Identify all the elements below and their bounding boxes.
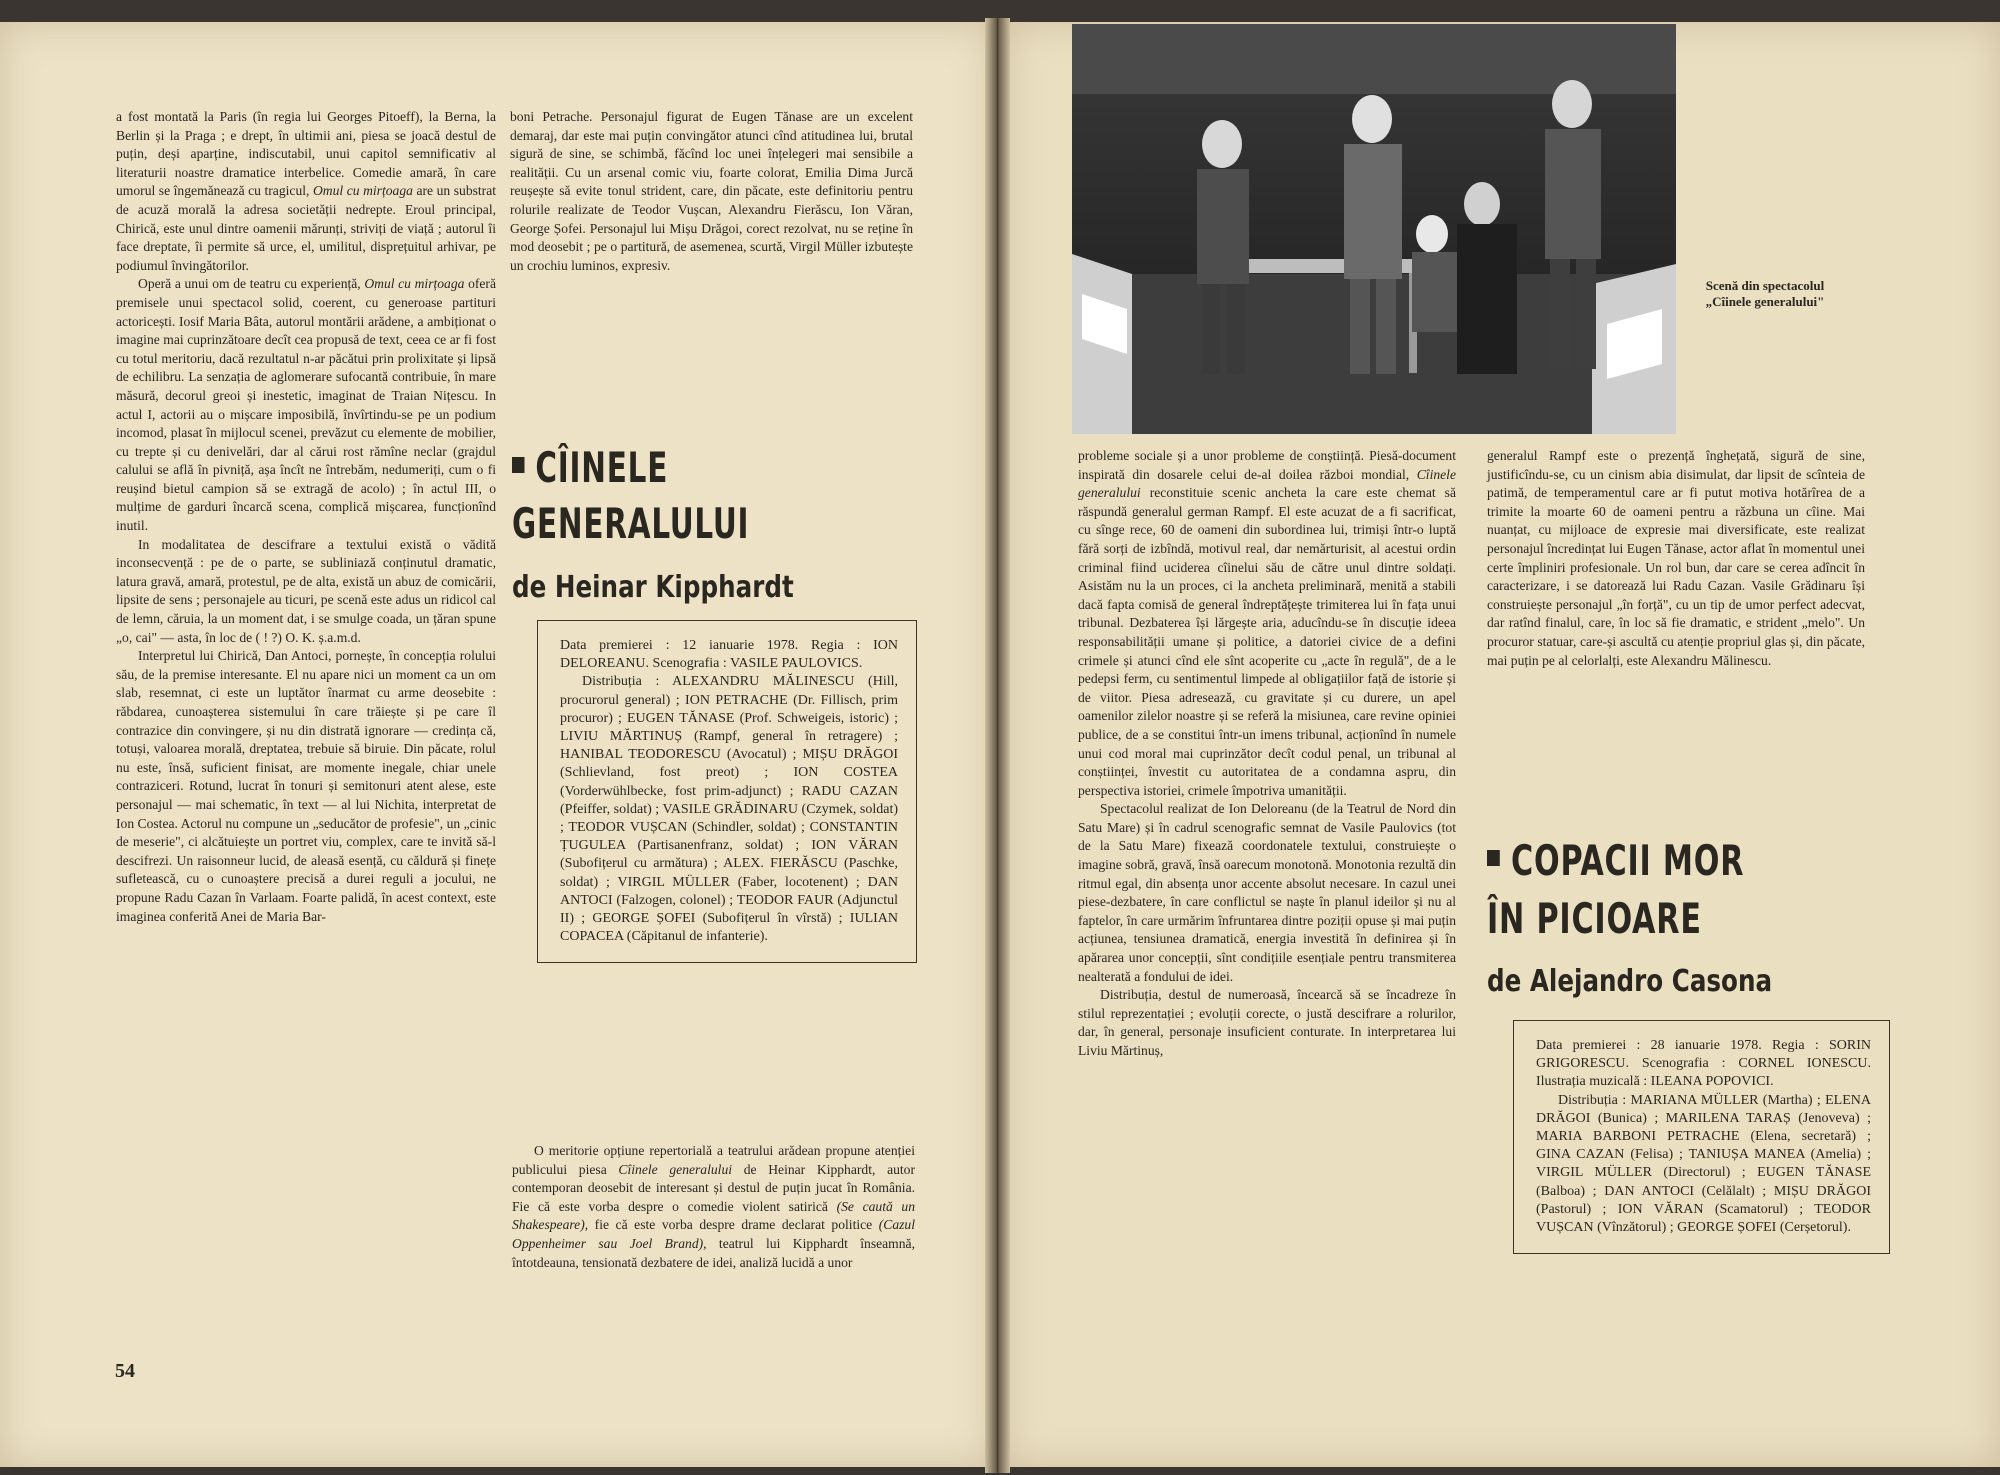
cast-box-1: [537, 620, 917, 963]
paragraph: generalul Rampf este o prezență înghețată, sigură de sine, justificîndu-se, cu un cinism abia disimulat, dar lipsit de scînteia de patimă, de temperamentul care ar fi putut motiva hotărîrea de a trimite la moarte 60 de oameni pentru a răzbuna un cîine. Mai nuanțat, cu mijloace de expresie mai diversificate, este realizat personajul încredințat lui Eugen Tănase, actor aflat în momentul unei certe împliniri profesionale. Un rol bun, dar care se cerea adîncit în caracterizare, i se datorează lui Radu Cazan. Vasile Grădinaru își construiește personajul „în forță", cu un tip de umor perfect adecvat, dar ratînd finalul, care, în loc să fie dramatic, e strident „melo". Un procuror statuar, care-și ascultă cu atenție propriul glas și, din păcate, mai puțin pe al celorlalți, este Alexandru Mălinescu.: [1487, 448, 1865, 668]
premiere-info: Data premierei : 28 ianuarie 1978. Regia : SORIN GRIGORESCU. Scenografia : CORNEL IONESCU. Ilustrația muzicală : ILEANA POPOVICI.: [1536, 1038, 1871, 1090]
paragraph: a fost montată la Paris (în regia lui Georges Pitoeff), la Berna, la Berlin și la Praga ; e drept, în ultimii ani, piesa se joacă destul de puțin, deși aparține, indiscutabil, unui capitol semnificativ al literaturii noastre dramatice interbelice. Comedie amară, în care umorul se îngemănează cu tragicul, Omul cu mirțoaga are un substrat de acuză morală la adresa societății nedrepte. Eroul principal, Chirică, este unul dintre oamenii mărunți, striviți de viață ; autorul îi face dreptate, îi permite să urce, el, umilitul, disprețuitul arhivar, pe podiumul învingătorilor.: [116, 109, 497, 273]
paragraph: probleme sociale și a unor probleme de conștiință. Piesă-document inspirată din dosarele celui de-al doilea război mondial, Cîinele generalului reconstituie scenic ancheta la care este chemat să răspundă generalul german Rampf. El este acuzat de a fi sacrificat, cu sînge rece, 60 de oameni din subordinea lui, trimiși într-o luptă fără sorți de izbîndă, motivul real, dar nemărturisit, al acestui ordin criminal fiind uciderea cîinelui său de către unul dintre soldați. Asistăm nu la un proces, ci la ancheta preliminară, menită a stabili dacă fapta comisă de general îndreptățește trimiterea lui în fața unui tribunal. Dezbaterea își lărgește aria, aducîndu-se în discuție ideea responsabilității umane și politice, a datoriei civice de a defini crimele și atunci cînd ele sînt acoperite cu „acte în regulă", de a le pedepsi ferm, cu sentimentul limpede al obligațiilor față de istorie și de viitor. Piesa adresează, cu gravitate și cu durere, un apel oamenilor zilelor noastre și se referă la misiunea, care revine opiniei publice, de a se constitui într-un imens tribunal, acționînd în numele unui cod moral mai cuprinzător decît codul penal, un tribunal al conștiinței, învestit cu autoritatea de a condamna aspru, din perspectiva istoriei, crimele împotriva umanității.: [1078, 448, 1456, 798]
stage-photo-image: [1072, 24, 1676, 434]
paragraph: In modalitatea de descifrare a textului există o vădită inconsecvență : pe de o parte, se subliniază conținutul dramatic, latura gravă, amară, protestul, pe de alta, există un abuz de comicării, lipsite de sens ; personajele au ticuri, pe scenă este adus un ridicol cal de lemn, căruia, la un moment dat, i se smulge coada, un țăran spune „o, cai" — asta, în loc de ( ! ?) O. K. ș.a.m.d.: [116, 536, 496, 645]
paragraph: O meritorie opțiune repertorială a teatrului arădean propune atenției publicului piesa Cîinele generalului de Heinar Kipphardt, autor contemporan deosebit de interesant și destul de puțin jucat în România. Fie că este vorba despre o comedie violent satirică (Se caută un Shakespeare), fie că este vorba despre drame declarat politice (Cazul Oppenheimer sau Joel Brand), teatrul lui Kipphardt înseamnă, întotdeauna, tensionată dezbatere de idei, analiză lucidă a unor: [512, 1143, 916, 1270]
right-column-1: [1078, 447, 1456, 1061]
square-bullet-icon: [512, 457, 524, 473]
premiere-info: Data premierei : 12 ianuarie 1978. Regia : ION DELOREANU. Scenografia : VASILE PAULOVICS.: [560, 638, 898, 672]
paragraph: Operă a unui om de teatru cu experiență, Omul cu mirțoaga oferă premisele unui spectacol solid, coerent, cu generoase partituri actoricești. Iosif Maria Bâta, autorul montării arădene, a ambiționat o imagine mai cuprinzătoare decît cea propusă de text, ceea ce ar fi fost cu totul meritoriu, dacă rezultatul n-ar păcătui prin prolixitate și lipsă de echilibru. La senzația de aglomerare sufocantă contribuie, în mare măsură, decorul greoi și inestetic, imaginat de Traian Nițescu. In actul I, actorii au o mișcare imposibilă, învîrtindu-se pe un podium incomod, plasat în mijlocul scenei, prevăzut cu elemente de mobilier, cu trepte și cu denivelări, dar al cărui rost rămîne neclar (grajdul calului se află în pivniță, așa încît ne întrebăm, nedumeriți, cum o fi reușind bietul campion să se extragă de acolo) ; în actul III, o mulțime de garduri încarcă scena, complică mișcarea, funcționînd inutil.: [116, 276, 496, 534]
square-bullet-icon: [1487, 850, 1500, 866]
right-column-2: [1487, 447, 1865, 670]
article-title-cainele-generalului: CÎINELE GENERALULUI: [512, 443, 750, 548]
photo-caption: Scenă din spectacolul „Cîinele generalului": [1705, 278, 1825, 309]
book-spine: [985, 18, 1010, 1473]
page-number: 54: [115, 1360, 135, 1382]
paragraph: Interpretul lui Chirică, Dan Antoci, pornește, în concepția rolului său, de la premise interesante. El nu apare nici un moment ca un om slab, resemnat, ci este un luptător înarmat cu arme deosebite : răbdarea, cunoașterea sistemului în care trăiește și pe care îl contrazice din convingere, și nu din distrată ignorare — credința că, totuși, valoarea morală, dreptatea, trebuie să biruie. Din păcate, rolul nu este, însă, suficient finisat, are momente inegale, chiar unele contraziceri. Rotund, lucrat în tonuri și semitonuri atent alese, este personajul — mai schematic, în text — al lui Nichita, interpretat de Ion Costea. Actorul nu compune un „seducător de profesie", un „cinic de meserie", ci alcătuiește un portret viu, complex, care te invită să-l descifrezi. Un raisonneur lucid, de aleasă esență, cu căldură și finețe sufletească, cu o cunoaștere precisă a durei reguli a jocului, ne propune Radu Cazan în Varlaam. Foarte palidă, în acest context, este imaginea conferită Anei de Maria Bar-: [116, 648, 497, 924]
left-column-2: [510, 108, 913, 275]
paragraph: Spectacolul realizat de Ion Deloreanu (de la Teatrul de Nord din Satu Mare) și în cadrul scenografic semnat de Vasile Paulovics (tot de la Satu Mare) fixează coordonatele textului, construiește o imagine sobră, gravă, însă oarecum monotonă. Monotonia rezultă din ritmul egal, din absența unor accente absolut necesare. In cazul unei piese-dezbatere, în care conflictul se naște în planul ideilor și nu al faptelor, în care urmărim înfruntarea dintre poziții opuse și mai puțin acțiunea, tensiunea dramatică, energia investită în definirea și în apărarea unor concepții, sînt condițiile esențiale pentru transmiterea nealterată a fondului de idei.: [1078, 801, 1456, 984]
cast-box-2: [1513, 1020, 1890, 1254]
article-title-copacii-mor-in-picioare: COPACII MOR ÎN PICIOARE: [1487, 836, 1745, 943]
article-byline: de Alejandro Casona: [1487, 964, 1773, 999]
stage-photo: [1072, 24, 1676, 434]
paragraph: Distribuția, destul de numeroasă, încearcă să se încadreze în stilul reprezentației ; evoluții corecte, o justă descifrare a rolurilor, dar, în general, personaje insuficient conturate. In interpretarea lui Liviu Mărtinuș,: [1078, 987, 1456, 1058]
cast-list: Distribuția : MARIANA MÜLLER (Martha) ; ELENA DRĂGOI (Bunica) ; MARILENA TARAȘ (Jenoveva) ; MARIA BARBONI PETRACHE (Elena, secretară) ; GINA CAZAN (Felisa) ; TANIUȘA MANEA (Amelia) ; VIRGIL MÜLLER (Directorul) ; EUGEN TĂNASE (Balboa) ; DAN ANTOCI (Celălalt) ; MIȘU DRĂGOI (Pastorul) ; ION VĂRAN (Scamatorul) ; TEODOR VUȘCAN (Vînzătorul) ; GEORGE ȘOFEI (Cerșetorul).: [1536, 1092, 1871, 1236]
left-column-1: [116, 108, 496, 926]
left-column-2-bottom: [512, 1142, 915, 1272]
article-byline: de Heinar Kipphardt: [512, 570, 794, 605]
cast-list: Distribuția : ALEXANDRU MĂLINESCU (Hill, procurorul general) ; ION PETRACHE (Dr. Fillisch, prim procuror) ; EUGEN TĂNASE (Prof. Schweigeis, istoric) ; LIVIU MĂRTINUȘ (Rampf, general în retragere) ; HANIBAL TEODORESCU (Avocatul) ; MIȘU DRĂGOI (Schlievland, fost preot) ; ION COSTEA (Vorderwühlbecke, fost prim-adjunct) ; RADU CAZAN (Pfeiffer, soldat) ; VASILE GRĂDINARU (Czymek, soldat) ; TEODOR VUȘCAN (Schindler, soldat) ; CONSTANTIN ȚUGULEA (Partisanenfranz, soldat) ; ION VĂRAN (Subofițerul cu armătura) ; ALEX. FIERĂSCU (Paschke, soldat) ; VIRGIL MÜLLER (Faber, locotenent) ; DAN ANTOCI (Falzogen, colonel) ; TEODOR FAUR (Adjunctul II) ; GEORGE ȘOFEI (Subofițerul în vîrstă) ; IULIAN COPACEA (Căpitanul de infanterie).: [560, 674, 898, 945]
paragraph: boni Petrache. Personajul figurat de Eugen Tănase are un excelent demaraj, dar este mai puțin convingător atunci cînd atitudinea lui, brutal sigură de sine, se schimbă, făcînd loc unei înțelegeri mai sensibile a realității. Cu un arsenal comic viu, foarte colorat, Emilia Dima Jurcă reușește să evite tonul strident, care, din păcate, este definitoriu pentru rolurile realizate de Teodor Vușcan, Alexandru Fierăscu, Ion Văran, George Șofei. Personajul lui Mișu Drăgoi, corect rezolvat, nu se reține în mod deosebit ; pe o partitură, de asemenea, scurtă, Virgil Müller izbutește un crochiu luminos, expresiv.: [510, 109, 913, 273]
